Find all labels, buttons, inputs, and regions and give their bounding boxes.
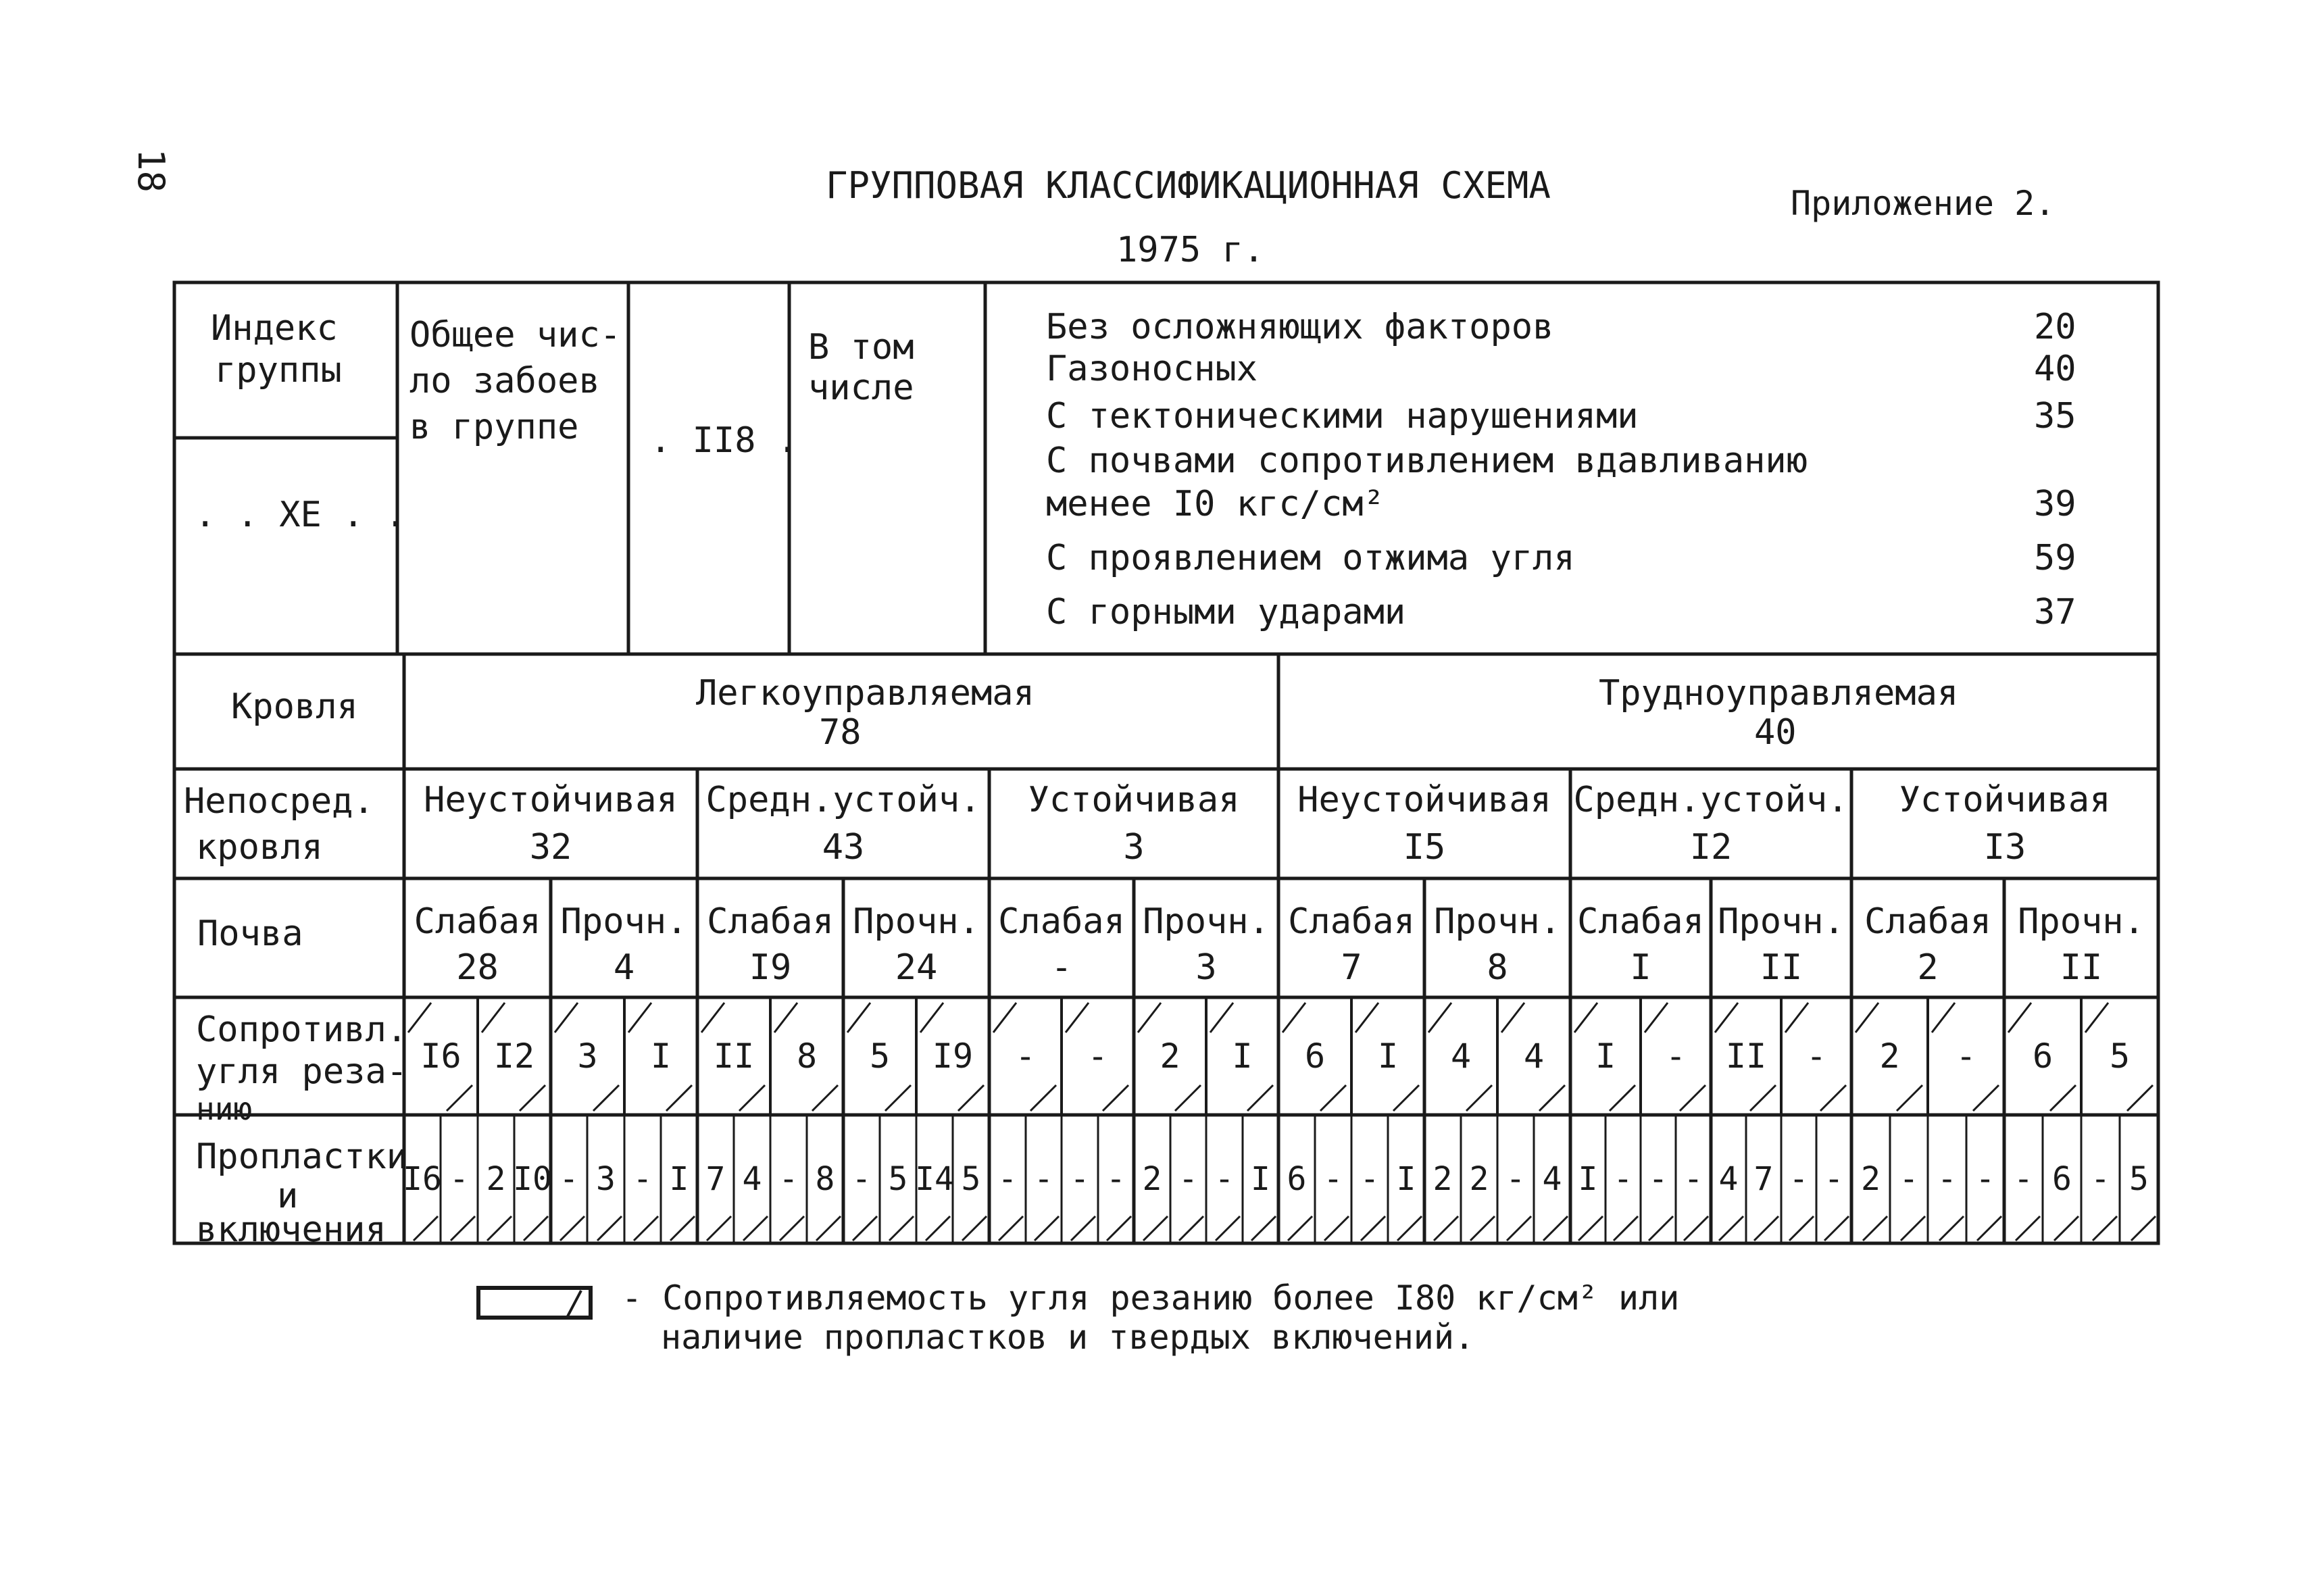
floor-name: Прочн. xyxy=(2018,901,2145,942)
layer-value: І0 xyxy=(513,1160,552,1198)
layer-value: І xyxy=(1578,1160,1598,1198)
layer-value: - xyxy=(1937,1160,1957,1198)
resist-value: І xyxy=(650,1037,672,1076)
layer-value: 5 xyxy=(888,1160,908,1198)
layer-value: - xyxy=(2091,1160,2110,1198)
imm-roof-label-1: Непосред. xyxy=(184,781,374,822)
layer-value: - xyxy=(1214,1160,1235,1198)
floor-name: Слабая xyxy=(1864,901,1991,942)
layer-value: - xyxy=(778,1160,799,1198)
layer-value: - xyxy=(1034,1160,1053,1198)
roof-easy-value: 78 xyxy=(819,712,862,753)
imm-roof-value: 32 xyxy=(529,827,572,868)
index-label-1: Индекс xyxy=(211,308,338,349)
legend-line-1: - Сопротивляемость угля резанию более І80 кг/см² или xyxy=(622,1278,1680,1318)
imm-roof-value: 43 xyxy=(822,827,865,868)
resist-value: 8 xyxy=(796,1037,818,1076)
layer-value: 4 xyxy=(742,1160,762,1198)
floor-value: ІІ xyxy=(1760,947,1803,988)
year: 1975 г. xyxy=(1116,230,1265,270)
incl-label-2: числе xyxy=(808,368,914,408)
resist-label-1: Сопротивл. xyxy=(196,1009,408,1050)
layer-value: - xyxy=(1178,1160,1198,1198)
layer-value: - xyxy=(1683,1160,1703,1198)
layer-value: - xyxy=(1070,1160,1090,1198)
resist-value: 4 xyxy=(1450,1037,1472,1076)
layer-value: - xyxy=(449,1160,469,1198)
floor-value: 28 xyxy=(456,947,499,988)
floor-name: Слабая xyxy=(1288,901,1415,942)
layer-value: І xyxy=(669,1160,689,1198)
resist-value: 3 xyxy=(577,1037,598,1076)
resist-value: - xyxy=(1806,1037,1827,1076)
factor-value: 59 xyxy=(2034,538,2076,578)
floor-name: Слабая xyxy=(414,901,541,942)
factor-label: Без осложняющих факторов xyxy=(1046,307,1554,347)
index-label-2: группы xyxy=(215,350,342,391)
layer-value: 8 xyxy=(815,1160,835,1198)
resist-label-2: угля реза- xyxy=(196,1051,408,1092)
layer-value: І xyxy=(1396,1160,1416,1198)
floor-name: Слабая xyxy=(1577,901,1704,942)
layer-value: 7 xyxy=(1753,1160,1774,1198)
resist-value: - xyxy=(1665,1037,1687,1076)
layer-value: - xyxy=(851,1160,872,1198)
imm-roof-value: І5 xyxy=(1403,827,1446,868)
imm-roof-value: 3 xyxy=(1123,827,1145,868)
layers-label-2: и xyxy=(277,1176,299,1216)
layer-value: І4 xyxy=(915,1160,954,1198)
resist-value: - xyxy=(1956,1037,1976,1076)
imm-roof-value: І2 xyxy=(1689,827,1733,868)
floor-name: Прочн. xyxy=(853,901,980,942)
factor-value: 40 xyxy=(2034,349,2076,389)
factor-label: С почвами сопротивлением вдавливанию xyxy=(1046,441,1808,481)
layer-value: - xyxy=(1613,1160,1633,1198)
floor-value: 4 xyxy=(613,947,635,988)
roof-hard-value: 40 xyxy=(1754,712,1797,753)
imm-roof-name: Неустойчивая xyxy=(424,780,678,820)
floor-value: 2 xyxy=(1917,947,1939,988)
floor-name: Прочн. xyxy=(1143,901,1270,942)
factor-value: 39 xyxy=(2034,484,2076,524)
resist-value: - xyxy=(1087,1037,1108,1076)
floor-value: 3 xyxy=(1195,947,1217,988)
resist-value: І9 xyxy=(932,1037,974,1076)
layer-value: - xyxy=(1975,1160,1995,1198)
floor-label: Почва xyxy=(197,914,303,954)
resist-value: - xyxy=(1015,1037,1036,1076)
resist-value: 2 xyxy=(1879,1037,1900,1076)
imm-roof-name: Неустойчивая xyxy=(1297,780,1551,820)
page-title: ГРУППОВАЯ КЛАССИФИКАЦИОННАЯ СХЕМА xyxy=(826,164,1551,207)
index-value: . . ХЕ . . xyxy=(195,495,407,535)
floor-name: Прочн. xyxy=(1718,901,1845,942)
imm-roof-name: Устойчивая xyxy=(1028,780,1240,820)
roof-easy-name: Легкоуправляемая xyxy=(696,673,1035,714)
layer-value: - xyxy=(632,1160,653,1198)
layer-value: - xyxy=(1648,1160,1668,1198)
factor-value: 35 xyxy=(2034,396,2076,437)
factor-label: Газоносных xyxy=(1046,349,1258,389)
layer-value: - xyxy=(997,1160,1018,1198)
factor-label: С проявлением отжима угля xyxy=(1046,538,1575,578)
layer-value: 5 xyxy=(2129,1160,2149,1198)
floor-value: ІІ xyxy=(2060,947,2103,988)
factor-label: менее І0 кгс/см² xyxy=(1046,484,1385,524)
resist-value: 5 xyxy=(869,1037,891,1076)
layers-label-3: включения xyxy=(196,1210,387,1250)
resist-value: ІІ xyxy=(713,1037,755,1076)
appendix-label: Приложение 2. xyxy=(1791,184,2056,223)
resist-value: 2 xyxy=(1160,1037,1180,1076)
resist-value: 6 xyxy=(2032,1037,2053,1076)
total-label-3: в группе xyxy=(409,407,579,447)
layer-value: - xyxy=(1360,1160,1380,1198)
total-label-2: ло забоев xyxy=(409,361,600,401)
layer-value: І6 xyxy=(403,1160,442,1198)
resist-value: І6 xyxy=(420,1037,462,1076)
layer-value: - xyxy=(1824,1160,1844,1198)
layer-value: - xyxy=(2014,1160,2033,1198)
resist-value: І xyxy=(1377,1037,1399,1076)
layer-value: 2 xyxy=(1142,1160,1162,1198)
layer-value: 2 xyxy=(486,1160,506,1198)
resist-value: 4 xyxy=(1523,1037,1545,1076)
imm-roof-name: Устойчивая xyxy=(1899,780,2111,820)
floor-value: - xyxy=(1051,947,1072,988)
page-number: 18 xyxy=(130,149,172,193)
incl-label-1: В том xyxy=(808,327,914,368)
factor-value: 20 xyxy=(2034,307,2076,347)
layer-value: - xyxy=(1505,1160,1526,1198)
layer-value: 6 xyxy=(2052,1160,2072,1198)
floor-value: І xyxy=(1630,947,1651,988)
resist-value: 5 xyxy=(2109,1037,2131,1076)
layer-value: - xyxy=(1789,1160,1809,1198)
imm-roof-label-2: кровля xyxy=(196,827,323,868)
layer-value: - xyxy=(1899,1160,1919,1198)
imm-roof-value: І3 xyxy=(1983,827,2026,868)
total-label-1: Общее чис- xyxy=(409,315,622,355)
layer-value: І xyxy=(1251,1160,1270,1198)
layer-value: - xyxy=(1106,1160,1126,1198)
factor-label: С горными ударами xyxy=(1046,592,1406,632)
resist-value: 6 xyxy=(1304,1037,1326,1076)
floor-name: Прочн. xyxy=(560,901,688,942)
layer-value: 7 xyxy=(705,1160,726,1198)
resist-label-3: нию xyxy=(196,1091,253,1127)
floor-name: Слабая xyxy=(707,901,834,942)
floor-value: 24 xyxy=(895,947,938,988)
floor-value: 8 xyxy=(1487,947,1508,988)
floor-name: Прочн. xyxy=(1434,901,1561,942)
resist-value: І2 xyxy=(493,1037,535,1076)
layer-value: 2 xyxy=(1469,1160,1489,1198)
floor-value: 7 xyxy=(1341,947,1362,988)
layer-value: 2 xyxy=(1433,1160,1453,1198)
layer-value: - xyxy=(559,1160,579,1198)
roof-hard-name: Трудноуправляемая xyxy=(1599,673,1959,714)
layer-value: 6 xyxy=(1287,1160,1307,1198)
layer-value: 4 xyxy=(1718,1160,1739,1198)
resist-value: ІІ xyxy=(1725,1037,1767,1076)
floor-value: І9 xyxy=(749,947,792,988)
roof-label: Кровля xyxy=(231,687,358,727)
layer-value: 3 xyxy=(596,1160,616,1198)
floor-name: Слабая xyxy=(998,901,1125,942)
layer-value: 5 xyxy=(961,1160,981,1198)
imm-roof-name: Средн.устойч. xyxy=(705,780,981,820)
resist-value: І xyxy=(1232,1037,1253,1076)
resist-value: І xyxy=(1595,1037,1616,1076)
legend-line-2: наличие пропластков и твердых включений. xyxy=(661,1318,1475,1357)
layer-value: 4 xyxy=(1542,1160,1562,1198)
layer-value: - xyxy=(1323,1160,1343,1198)
factor-label: С тектоническими нарушениями xyxy=(1046,396,1639,437)
total-value: . ІІ8 . xyxy=(650,420,799,461)
imm-roof-name: Средн.устойч. xyxy=(1573,780,1849,820)
layer-value: 2 xyxy=(1861,1160,1881,1198)
layers-label-1: Пропластки xyxy=(196,1137,408,1177)
factor-value: 37 xyxy=(2034,592,2076,632)
